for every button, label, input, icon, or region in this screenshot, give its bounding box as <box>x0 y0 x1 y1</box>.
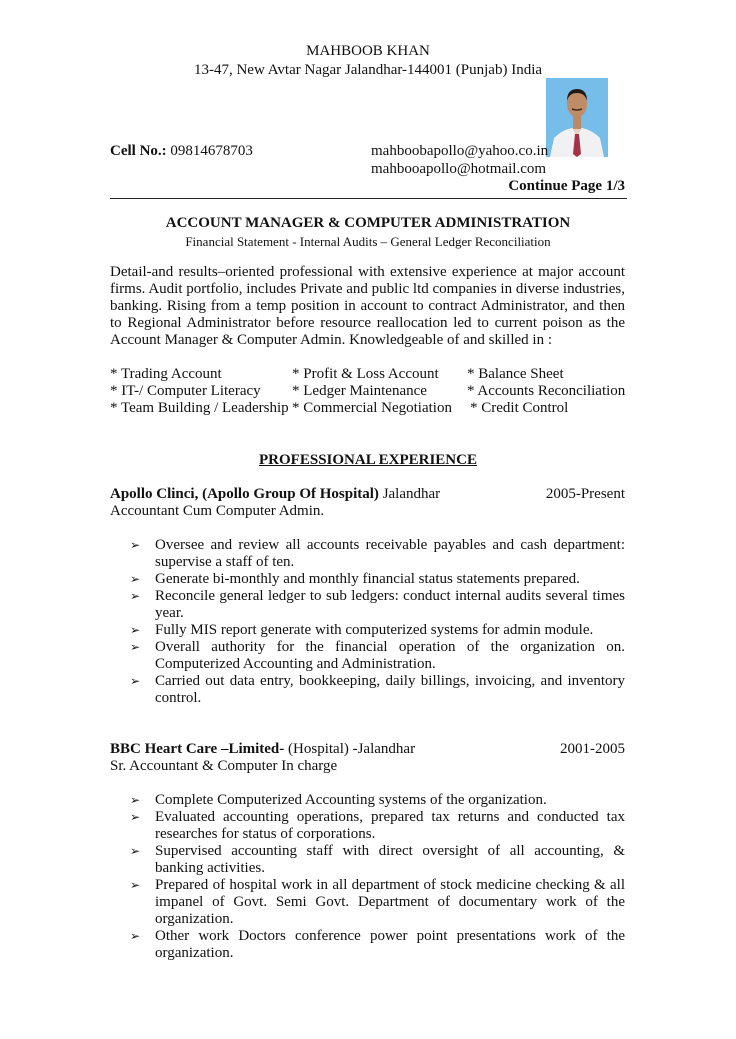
email-secondary: mahbooapollo@hotmail.com <box>371 161 547 177</box>
duty-item: ➢ Overall authority for the financial operation of the organization on. Computerized Accounting and Administration. <box>130 639 625 673</box>
skill-item: * Accounts Reconciliation <box>467 383 626 399</box>
page-indicator: Continue Page 1/3 <box>508 178 625 194</box>
professional-summary: Detail-and results–oriented professional with extensive experience at major account firms. Audit portfolio, includes Private and public ltd companies in diverse industries, banking. Rising from a temp position in account to contract Administrator, and then to Regional Administrator before resource reallocation led to current poison as the Account Manager & Computer Admin. Knowledgeable of and skilled in : <box>110 264 625 348</box>
duty-item: ➢ Oversee and review all accounts receivable payables and cash department: supervise a staff of ten. <box>130 537 625 571</box>
employer-location: Jalandhar <box>378 486 441 502</box>
job-role: Accountant Cum Computer Admin. <box>110 503 325 519</box>
job-employer <box>110 486 440 503</box>
skill-item: * IT-/ Computer Literacy <box>110 383 261 399</box>
skill-item: * Profit & Loss Account <box>292 366 439 382</box>
duty-item: ➢ Evaluated accounting operations, prepared tax returns and conducted tax researches for status of corporations. <box>130 809 625 843</box>
skill-item: * Commercial Negotiation <box>292 400 452 416</box>
duty-item: ➢ Fully MIS report generate with computerized systems for admin module. <box>130 622 625 639</box>
header-divider <box>110 198 627 199</box>
duty-item: ➢ Reconcile general ledger to sub ledgers: conduct internal audits several times year. <box>130 588 625 622</box>
candidate-name: MAHBOOB KHAN <box>306 43 430 59</box>
employer-name: BBC Heart Care –Limited- <box>110 741 285 757</box>
job-role: Sr. Accountant & Computer In charge <box>110 758 338 774</box>
job-duties-list <box>130 792 625 962</box>
profile-photo <box>546 78 608 157</box>
job-period: 2005-Present <box>545 486 625 502</box>
cell-label: Cell No.: <box>110 143 167 159</box>
skill-item: * Balance Sheet <box>467 366 564 382</box>
job-employer <box>110 741 415 758</box>
duty-item: ➢ Carried out data entry, bookkeeping, daily billings, invoicing, and inventory control. <box>130 673 625 707</box>
duty-item: ➢ Generate bi-monthly and monthly financial status statements prepared. <box>130 571 625 588</box>
skill-item: * Credit Control <box>470 400 569 416</box>
candidate-address: 13-47, New Avtar Nagar Jalandhar-144001 (Punjab) India <box>193 62 543 78</box>
duty-item: ➢ Other work Doctors conference power point presentations work of the organization. <box>130 928 625 962</box>
profile-subheadline: Financial Statement - Internal Audits – General Ledger Reconciliation <box>185 234 551 249</box>
duty-item: ➢ Prepared of hospital work in all department of stock medicine checking & all impanel of Govt. Semi Govt. Department of documentary work of the organization. <box>130 877 625 928</box>
section-title-experience: PROFESSIONAL EXPERIENCE <box>259 452 477 468</box>
job-duties-list <box>130 537 625 707</box>
employer-name: Apollo Clinci, (Apollo Group Of Hospital) <box>110 486 379 502</box>
profile-headline: ACCOUNT MANAGER & COMPUTER ADMINISTRATION <box>165 215 571 231</box>
skill-item: * Team Building / Leadership <box>110 400 289 416</box>
skill-item: * Trading Account <box>110 366 222 382</box>
duty-item: ➢ Supervised accounting staff with direct oversight of all accounting, & banking activities. <box>130 843 625 877</box>
email-primary: mahboobapollo@yahoo.co.in <box>371 143 549 159</box>
employer-location: (Hospital) -Jalandhar <box>284 741 416 757</box>
cell-number: 09814678703 <box>170 143 253 159</box>
duty-item: ➢ Complete Computerized Accounting systems of the organization. <box>130 792 625 809</box>
job-period: 2001-2005 <box>560 741 625 757</box>
skill-item: * Ledger Maintenance <box>292 383 427 399</box>
cell-number-line <box>110 143 253 160</box>
